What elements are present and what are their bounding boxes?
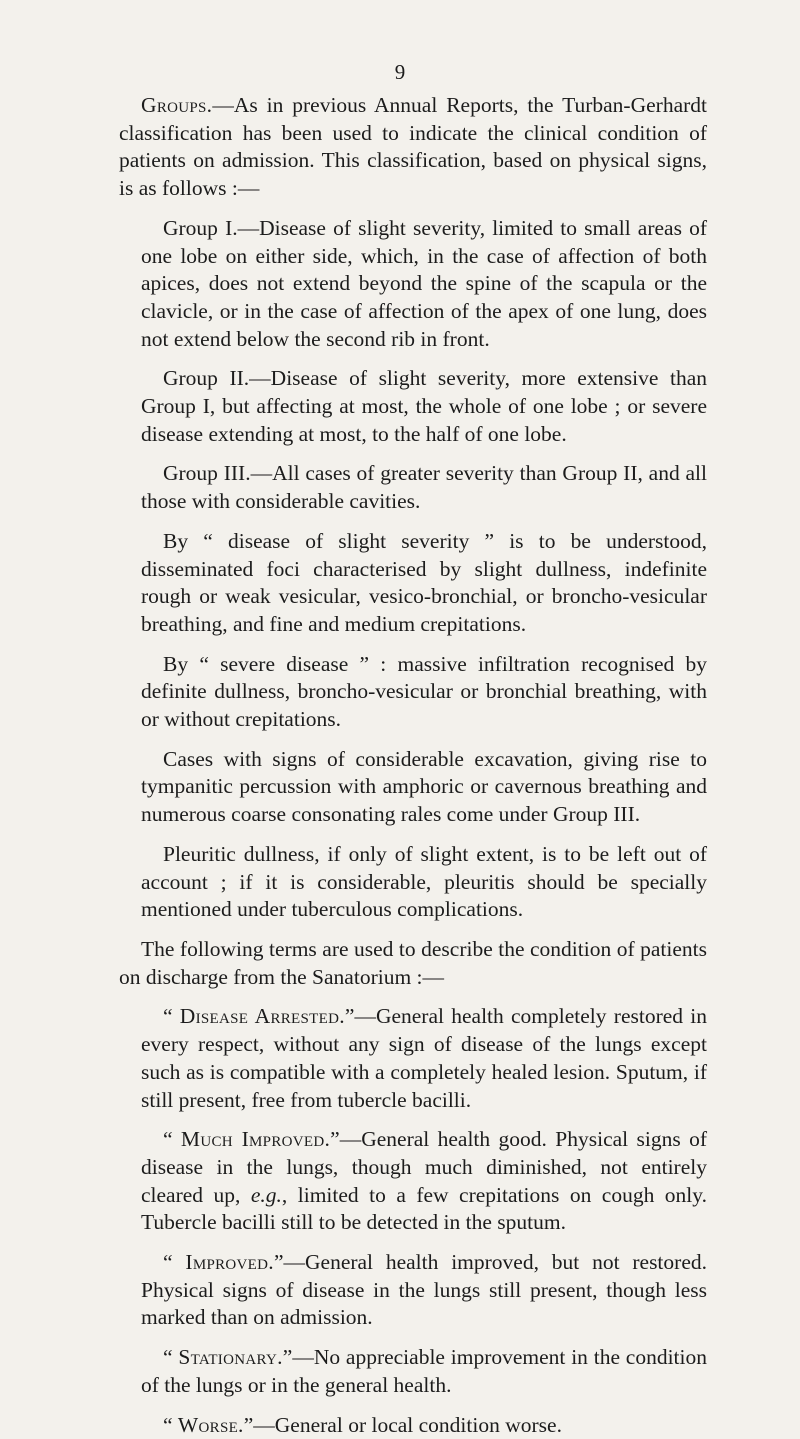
improved-paragraph xyxy=(141,1249,707,1332)
open-quote: “ xyxy=(163,1250,186,1275)
open-quote: “ xyxy=(163,1412,178,1437)
cavities-paragraph: Cases with signs of considerable excavation, giving rise to tympanitic percussion with amphoric or cavernous breathing and numerous coarse consonating rales come under Group III. xyxy=(141,746,707,827)
page-number: 9 xyxy=(394,60,406,84)
slight-severity-definition: By “ disease of slight severity ” is to be understood, disseminated foci characterised by slight dullness, indefinite rough or weak vesicular, vesico-bronchial, or broncho-vesicular breathing, and fine and medium crepitations. xyxy=(141,528,707,636)
worse-paragraph xyxy=(141,1412,707,1439)
stationary-paragraph xyxy=(141,1344,707,1399)
group-2-paragraph: Group II.—Disease of slight severity, more extensive than Group I, but affecting at most, the whole of one lobe ; or severe disease extending at most, to the half of one lobe. xyxy=(141,366,707,446)
worse-text: ”—General or local condition worse. xyxy=(243,1412,562,1437)
severe-disease-definition: By “ severe disease ” : massive infiltration recognised by definite dullness, broncho-vesicular or bronchial breathing, with or without crepitations. xyxy=(141,651,707,732)
much-improved-text-1: ”—General health good. Physical signs of disease in the lungs, though much diminished, not entirely cleared up, xyxy=(141,1127,707,1207)
groups-intro-paragraph xyxy=(119,92,707,203)
groups-intro-text: —As in previous Annual Reports, the Turban-Gerhardt classification has been used to indicate the clinical condition of patients on admission. This classification, based on physical signs, is as follows :— xyxy=(119,93,707,201)
much-improved-paragraph xyxy=(141,1126,707,1237)
much-improved-term: Much Improved. xyxy=(180,1127,331,1152)
group-1-paragraph: Group I.—Disease of slight severity, limited to small areas of one lobe on either side, which, in the case of affection of both apices, does not extend beyond the spine of the scapula or the clavicle, or in the case of affection of the apex of one lung, does not extend below the second rib in front. xyxy=(141,215,707,351)
much-improved-text-2: , limited to a few crepitations on cough only. Tubercle bacilli still to be detected in the sputum. xyxy=(141,1182,707,1235)
eg-abbreviation: e.g. xyxy=(250,1182,282,1207)
worse-term: Worse. xyxy=(177,1412,244,1437)
page-body xyxy=(119,92,707,1439)
stationary-text: ”—No appreciable improvement in the condition of the lungs or in the general health. xyxy=(141,1345,707,1397)
disease-arrested-paragraph xyxy=(141,1003,707,1114)
pleuritic-paragraph: Pleuritic dullness, if only of slight extent, is to be left out of account ; if it is considerable, pleuritis should be specially mentioned under tuberculous complications. xyxy=(141,841,707,922)
open-quote: “ xyxy=(163,1004,180,1029)
open-quote: “ xyxy=(163,1345,179,1370)
disease-arrested-text: ”—General health completely restored in every respect, without any sign of disease of the lungs except such as is compatible with a completely healed lesion. Sputum, if still present, free from tubercle bacilli. xyxy=(141,1004,707,1112)
group-3-paragraph: Group III.—All cases of greater severity than Group II, and all those with considerable cavities. xyxy=(141,461,707,514)
open-quote: “ xyxy=(163,1127,181,1152)
groups-heading: Groups. xyxy=(141,93,213,117)
disease-arrested-term: Disease Arrested. xyxy=(179,1004,345,1029)
discharge-intro-paragraph: The following terms are used to describe the condition of patients on discharge from the Sanatorium :— xyxy=(119,936,707,989)
improved-term: Improved. xyxy=(185,1250,274,1275)
stationary-term: Stationary. xyxy=(178,1345,283,1370)
improved-text: ”—General health improved, but not restored. Physical signs of disease in the lungs still present, though less marked than on admission. xyxy=(141,1250,707,1330)
